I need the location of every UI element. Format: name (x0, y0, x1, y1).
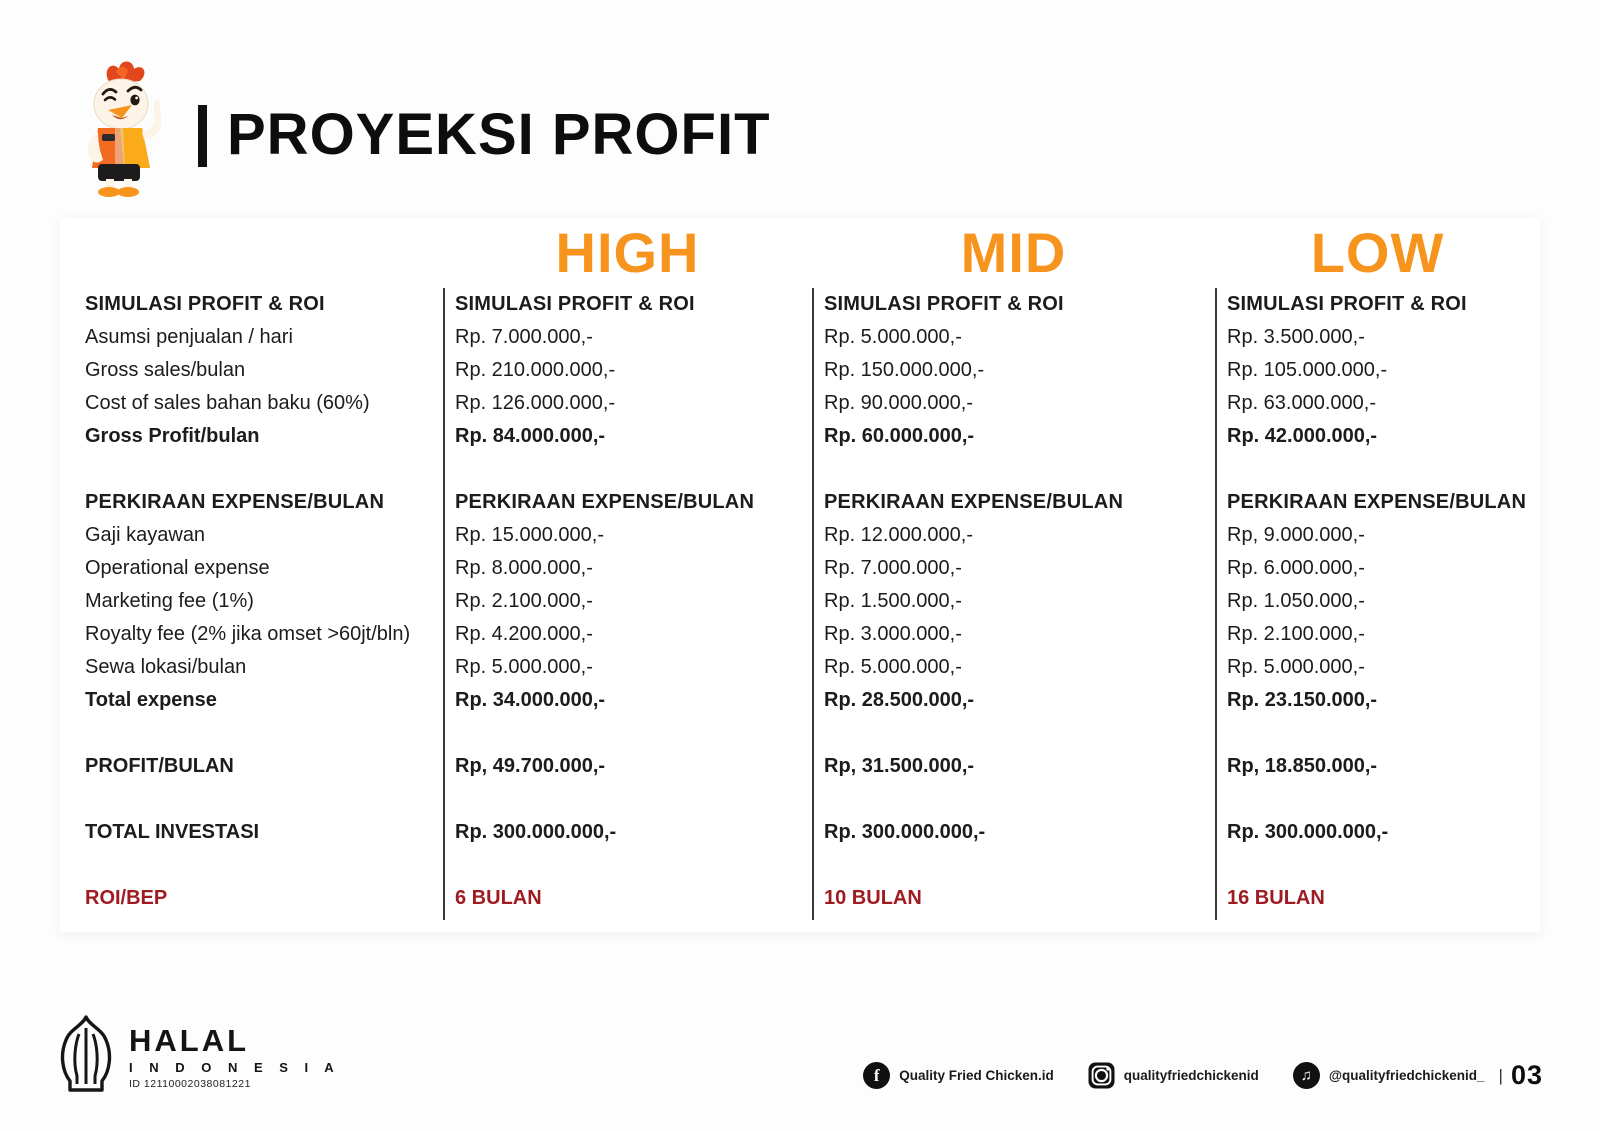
column-header-high: HIGH (555, 221, 700, 284)
mid-value: Rp. 7.000.000,- (824, 557, 962, 579)
high-value: Rp. 126.000.000,- (455, 392, 616, 414)
high-value: Rp. 8.000.000,- (455, 557, 593, 579)
high-value: Rp. 34.000.000,- (455, 689, 606, 711)
footer-separator: | (1498, 1065, 1503, 1085)
low-value: Rp. 5.000.000,- (1227, 656, 1365, 678)
table-body (60, 288, 1540, 915)
low-value: Rp. 23.150.000,- (1227, 689, 1378, 711)
facebook-handle (863, 1062, 1054, 1089)
table-row-gross-profit (60, 420, 1540, 453)
halal-certification (57, 1014, 340, 1101)
tiktok-label: @qualityfriedchickenid_ (1328, 1068, 1485, 1083)
page-number: 03 (1510, 1060, 1543, 1090)
high-value: Rp. 4.200.000,- (455, 623, 593, 645)
low-value: Rp. 63.000.000,- (1227, 392, 1376, 414)
instagram-handle (1088, 1062, 1259, 1089)
mid-value: PERKIRAAN EXPENSE/BULAN (824, 491, 1124, 513)
row-label: Gaji kayawan (85, 524, 206, 546)
row-label: Asumsi penjualan / hari (85, 326, 293, 348)
mid-value: Rp. 90.000.000,- (824, 392, 973, 414)
table-row-sewa-lokasi (60, 651, 1540, 684)
column-headers (60, 218, 1540, 288)
mid-value: Rp. 150.000.000,- (824, 359, 985, 381)
page-title: PROYEKSI PROFIT (227, 101, 771, 167)
low-value: Rp. 42.000.000,- (1227, 425, 1378, 447)
spacer-row (60, 849, 1540, 882)
high-value: Rp. 15.000.000,- (455, 524, 604, 546)
high-value: Rp. 7.000.000,- (455, 326, 593, 348)
table-row-total-investasi (60, 816, 1540, 849)
mid-value: Rp. 12.000.000,- (824, 524, 973, 546)
tiktok-icon: ♫ (1293, 1062, 1320, 1089)
low-value: Rp. 1.050.000,- (1227, 590, 1365, 612)
high-value: Rp. 84.000.000,- (455, 425, 606, 447)
table-row-roi-bep (60, 882, 1540, 915)
table-row-gross-sales (60, 354, 1540, 387)
column-header-low: LOW (1310, 221, 1445, 284)
low-value: 16 BULAN (1227, 887, 1325, 909)
high-value: 6 BULAN (455, 887, 542, 909)
halal-title: HALAL (129, 1023, 250, 1058)
table-row-asumsi-penjualan (60, 321, 1540, 354)
mid-value: 10 BULAN (824, 887, 922, 909)
row-label: Gross sales/bulan (85, 359, 246, 381)
mid-value: Rp. 1.500.000,- (824, 590, 962, 612)
spacer-row (60, 783, 1540, 816)
table-row-total-expense (60, 684, 1540, 717)
table-row-royalty-fee (60, 618, 1540, 651)
low-value: Rp. 105.000.000,- (1227, 359, 1388, 381)
row-label: Total expense (85, 689, 217, 711)
table-row-marketing-fee (60, 585, 1540, 618)
mid-value: Rp, 31.500.000,- (824, 755, 975, 777)
facebook-label: Quality Fried Chicken.id (899, 1068, 1054, 1083)
row-label: Operational expense (85, 557, 270, 579)
title-accent-bar (198, 105, 207, 167)
halal-logo-icon (57, 1014, 115, 1101)
high-value: Rp. 210.000.000,- (455, 359, 616, 381)
high-value: Rp. 300.000.000,- (455, 821, 617, 843)
mid-value: Rp. 28.500.000,- (824, 689, 975, 711)
row-label: Gross Profit/bulan (85, 425, 260, 447)
instagram-label: qualityfriedchickenid (1123, 1068, 1259, 1083)
instagram-icon (1088, 1062, 1115, 1089)
facebook-icon: f (863, 1062, 890, 1089)
high-value: Rp. 5.000.000,- (455, 656, 593, 678)
low-value: Rp, 9.000.000,- (1227, 524, 1365, 546)
low-value: Rp. 2.100.000,- (1227, 623, 1365, 645)
row-label: Cost of sales bahan baku (60%) (85, 392, 370, 414)
high-value: SIMULASI PROFIT & ROI (455, 293, 695, 315)
low-value: Rp. 300.000.000,- (1227, 821, 1389, 843)
row-label: Sewa lokasi/bulan (85, 656, 247, 678)
social-footer (863, 1060, 1543, 1091)
high-value: PERKIRAAN EXPENSE/BULAN (455, 491, 755, 513)
row-label: Marketing fee (1%) (85, 590, 254, 612)
low-value: SIMULASI PROFIT & ROI (1227, 293, 1467, 315)
row-label: SIMULASI PROFIT & ROI (85, 293, 325, 315)
mid-value: Rp. 3.000.000,- (824, 623, 962, 645)
projection-table (60, 218, 1540, 932)
mid-value: Rp. 300.000.000,- (824, 821, 986, 843)
table-row-simulasi-header (60, 288, 1540, 321)
column-header-mid: MID (960, 221, 1067, 284)
table-row-cost-of-sales (60, 387, 1540, 420)
row-label: Royalty fee (2% jika omset >60jt/bln) (85, 623, 411, 645)
mid-value: Rp. 5.000.000,- (824, 326, 962, 348)
low-value: Rp. 6.000.000,- (1227, 557, 1365, 579)
mid-value: SIMULASI PROFIT & ROI (824, 293, 1064, 315)
chicken-mascot-image (58, 58, 180, 200)
table-row-profit-bulan (60, 750, 1540, 783)
halal-id: ID 12110002038081221 (129, 1078, 251, 1090)
row-label: TOTAL INVESTASI (85, 821, 260, 843)
table-row-operational (60, 552, 1540, 585)
mid-value: Rp. 60.000.000,- (824, 425, 975, 447)
brand-header (58, 58, 771, 200)
mid-value: Rp. 5.000.000,- (824, 656, 962, 678)
row-label: ROI/BEP (85, 887, 168, 909)
low-value: Rp, 18.850.000,- (1227, 755, 1378, 777)
tiktok-handle (1293, 1062, 1485, 1089)
row-label: PROFIT/BULAN (85, 755, 234, 777)
high-value: Rp. 2.100.000,- (455, 590, 593, 612)
halal-subtitle: I N D O N E S I A (129, 1060, 341, 1075)
table-row-gaji (60, 519, 1540, 552)
table-row-expense-header (60, 486, 1540, 519)
row-label: PERKIRAAN EXPENSE/BULAN (85, 491, 385, 513)
spacer-row (60, 453, 1540, 486)
spacer-row (60, 717, 1540, 750)
low-value: Rp. 3.500.000,- (1227, 326, 1365, 348)
low-value: PERKIRAAN EXPENSE/BULAN (1227, 491, 1527, 513)
high-value: Rp, 49.700.000,- (455, 755, 606, 777)
